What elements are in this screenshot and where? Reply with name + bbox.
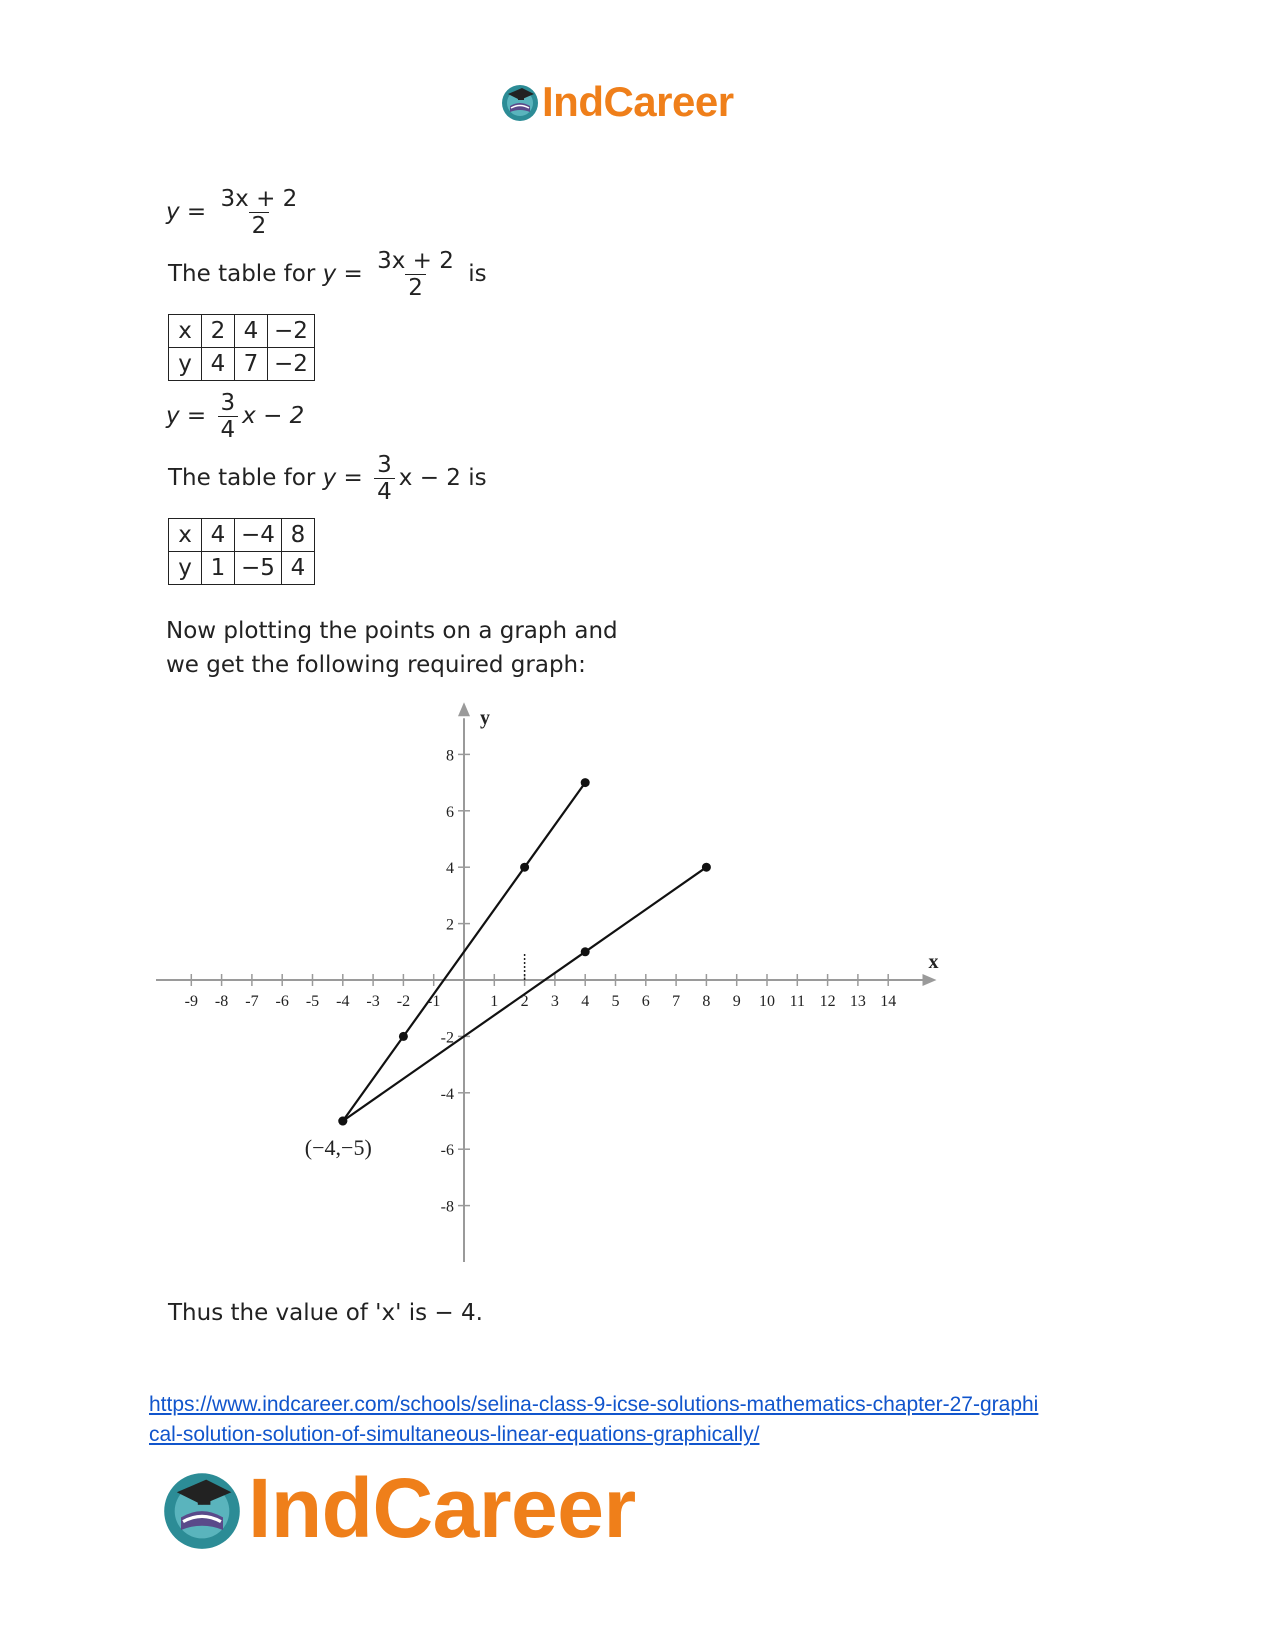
table-2-caption-numerator: 3 bbox=[377, 452, 392, 478]
plotting-paragraph bbox=[166, 614, 618, 682]
x-tick-label: -8 bbox=[214, 993, 229, 1010]
equation-2-lhs: y bbox=[166, 403, 180, 429]
table-2-caption-rest: x − 2 is bbox=[398, 465, 487, 491]
data-point bbox=[399, 1032, 408, 1041]
x-axis-arrow bbox=[923, 974, 937, 986]
equation-1-numerator: 3x + 2 bbox=[220, 186, 298, 212]
table-cell: 4 bbox=[281, 552, 314, 585]
source-link-line-2[interactable]: cal-solution-solution-of-simultaneous-linear-equations-graphically/ bbox=[149, 1423, 760, 1446]
y-tick-label: 6 bbox=[446, 803, 454, 821]
table-1-caption-var: y bbox=[322, 261, 337, 287]
y-tick-label: 4 bbox=[446, 860, 454, 878]
x-tick-label: 6 bbox=[641, 993, 650, 1010]
x-tick-label: 5 bbox=[611, 993, 620, 1010]
x-tick-label: 14 bbox=[880, 993, 897, 1010]
x-tick-label: 2 bbox=[520, 993, 529, 1010]
equation-1-lhs: y bbox=[166, 199, 180, 225]
table-cell: 7 bbox=[235, 348, 268, 381]
graph-lines bbox=[343, 783, 707, 1121]
x-tick-label: 9 bbox=[732, 993, 741, 1010]
conclusion-text: Thus the value of 'x' is − 4. bbox=[168, 1300, 483, 1326]
table-1-caption-numerator: 3x + 2 bbox=[377, 248, 454, 274]
graduation-globe-icon bbox=[160, 1467, 244, 1551]
x-tick-label: 11 bbox=[789, 993, 806, 1010]
x-tick-label: -7 bbox=[245, 993, 259, 1010]
table-1-caption-suffix: is bbox=[468, 261, 487, 287]
table-2-caption-prefix: The table for bbox=[168, 465, 316, 491]
graph-axes bbox=[156, 702, 937, 1262]
table-cell: 1 bbox=[202, 552, 235, 585]
y-tick-label: -2 bbox=[440, 1029, 454, 1047]
table-cell: x bbox=[169, 315, 202, 348]
values-table-2 bbox=[168, 518, 315, 585]
y-tick-label: -8 bbox=[440, 1198, 454, 1216]
x-tick-label: -4 bbox=[336, 993, 350, 1010]
table-cell: −2 bbox=[268, 315, 315, 348]
x-tick-label: 3 bbox=[550, 993, 559, 1010]
graph-labels bbox=[185, 707, 939, 1215]
table-cell: −5 bbox=[235, 552, 282, 585]
data-point bbox=[581, 778, 590, 787]
paragraph-line-2: we get the following required graph: bbox=[166, 652, 586, 678]
x-tick-label: -2 bbox=[396, 993, 411, 1010]
x-tick-label: 1 bbox=[490, 993, 499, 1010]
x-tick-label: 13 bbox=[849, 993, 866, 1010]
data-point bbox=[702, 863, 711, 872]
graph-points bbox=[338, 778, 711, 1125]
values-table-1 bbox=[168, 314, 315, 381]
x-tick-label: 4 bbox=[581, 993, 590, 1010]
equation-2-numerator: 3 bbox=[220, 390, 236, 416]
table-2-caption-denominator: 4 bbox=[374, 478, 395, 505]
x-tick-label: 7 bbox=[672, 993, 681, 1010]
source-link-line-1[interactable]: https://www.indcareer.com/schools/selina-class-9-icse-solutions-mathematics-chapter-27-graphi bbox=[149, 1393, 1039, 1416]
table-row bbox=[169, 348, 315, 381]
data-point bbox=[581, 947, 590, 956]
paragraph-line-1: Now plotting the points on a graph and bbox=[166, 618, 618, 644]
x-tick-label: 10 bbox=[759, 993, 775, 1010]
equation-2-rest: x − 2 bbox=[242, 403, 305, 429]
source-link[interactable] bbox=[149, 1390, 1149, 1450]
table-cell: −2 bbox=[268, 348, 315, 381]
x-tick-label: -6 bbox=[275, 993, 289, 1010]
y-tick-label: 8 bbox=[446, 747, 454, 765]
data-point bbox=[338, 1117, 347, 1126]
table-cell: 2 bbox=[202, 315, 235, 348]
table-cell: y bbox=[169, 552, 202, 585]
table-2-caption-fraction bbox=[374, 452, 395, 505]
table-1-caption-denominator: 2 bbox=[405, 274, 426, 301]
x-tick-label: 8 bbox=[702, 993, 711, 1010]
table-1-caption-fraction bbox=[374, 248, 457, 301]
equation-2-denominator: 4 bbox=[218, 416, 239, 443]
table-cell: 4 bbox=[235, 315, 268, 348]
y-tick-label: -6 bbox=[440, 1142, 454, 1160]
x-tick-label: -9 bbox=[184, 993, 198, 1010]
x-tick-label: -1 bbox=[427, 993, 441, 1010]
table-row bbox=[169, 519, 315, 552]
table-cell: 4 bbox=[202, 348, 235, 381]
equation-2-fraction bbox=[218, 390, 239, 443]
x-axis-label: x bbox=[928, 951, 939, 973]
equation-2: y = $\frac{3}{4}$ x − 2 bbox=[166, 390, 305, 443]
table-cell: 8 bbox=[281, 519, 314, 552]
table-row bbox=[169, 552, 315, 585]
table-2-caption-var: y bbox=[322, 465, 337, 491]
table-1-caption: The table for y = $\frac{3x + 2}{2}$ is bbox=[168, 248, 487, 301]
header-logo-text: IndCareer bbox=[542, 78, 734, 125]
header-logo bbox=[500, 78, 734, 126]
equation-1: y = $\frac{3x + 2}{2}$ bbox=[166, 186, 304, 239]
y-tick-label: -4 bbox=[440, 1085, 454, 1103]
table-1-caption-prefix: The table for bbox=[168, 261, 316, 287]
x-tick-label: 12 bbox=[819, 993, 836, 1010]
table-2-caption: The table for y = $\frac{3}{4}$ x − 2 is bbox=[168, 452, 487, 505]
table-cell: y bbox=[169, 348, 202, 381]
x-tick-label: -5 bbox=[305, 993, 320, 1010]
table-row bbox=[169, 315, 315, 348]
graduation-globe-icon bbox=[500, 82, 540, 122]
y-tick-label: 2 bbox=[446, 916, 454, 934]
table-cell: −4 bbox=[235, 519, 282, 552]
equation-1-fraction bbox=[218, 186, 301, 239]
table-cell: x bbox=[169, 519, 202, 552]
y-axis-label: y bbox=[480, 707, 490, 730]
footer-logo-text: IndCareer bbox=[248, 1461, 636, 1555]
line-graph bbox=[150, 690, 950, 1280]
x-tick-label: -3 bbox=[366, 993, 380, 1010]
footer-logo bbox=[160, 1460, 636, 1557]
data-point bbox=[520, 863, 529, 872]
y-axis-arrow bbox=[458, 702, 470, 716]
intersection-label: (−4,−5) bbox=[304, 1135, 372, 1160]
equation-1-denominator: 2 bbox=[249, 212, 270, 239]
table-cell: 4 bbox=[202, 519, 235, 552]
